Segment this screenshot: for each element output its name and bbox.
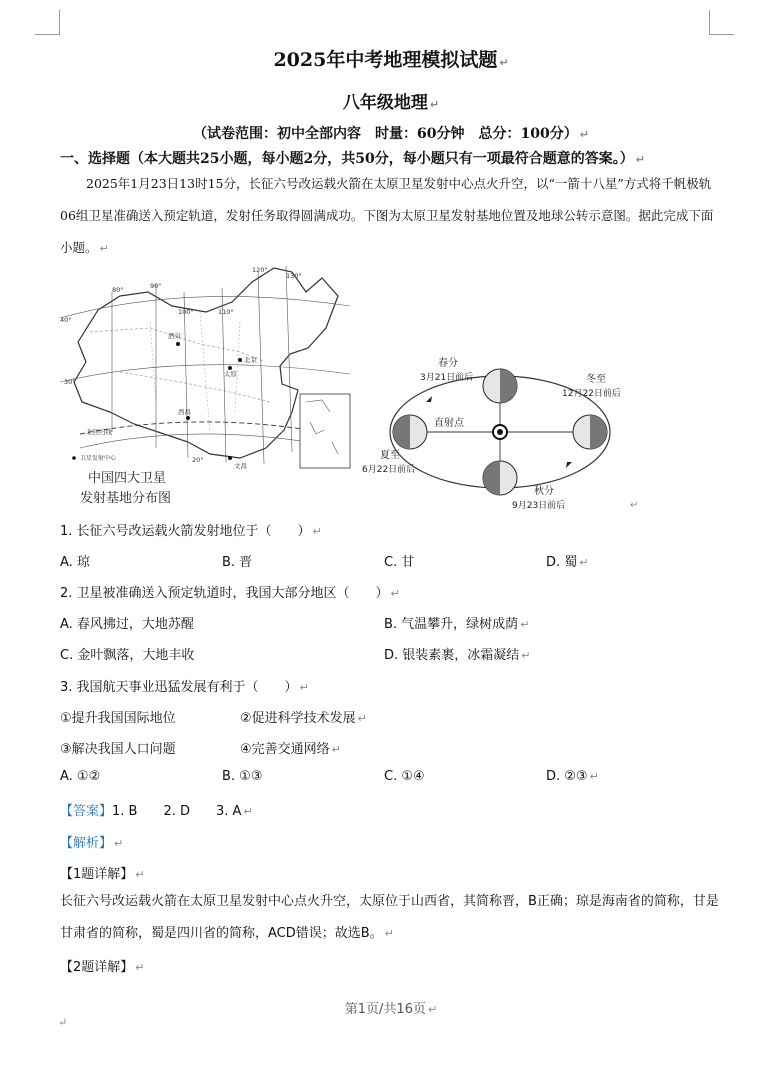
q3-statement-1: ①提升我国国际地位 — [60, 711, 176, 726]
exam-subtitle: 八年级地理 ↵ — [342, 93, 440, 113]
q3-option-c[interactable]: C. ①④ — [384, 769, 425, 784]
q3-statement-2: ②促进科学技术发展 ↵ — [240, 711, 367, 726]
q3-statement-3: ③解决我国人口问题 — [60, 742, 176, 757]
q1-detail-heading: 【1题详解】 ↵ — [60, 867, 145, 882]
orbit-diagram — [362, 356, 621, 511]
lat-label: 20° — [192, 456, 204, 464]
q1-option-a[interactable]: A. 琼 — [60, 555, 90, 570]
lat-label: 40° — [60, 316, 72, 324]
tropic-label: 北回归线 — [86, 428, 112, 436]
question-3-stem: 3. 我国航天事业迅猛发展有利于（ ） ↵ — [60, 680, 309, 695]
map-caption-line1: 中国四大卫星 — [88, 471, 167, 486]
lat-label: 30° — [64, 378, 76, 386]
q3-option-b[interactable]: B. ①③ — [222, 769, 263, 784]
q1-option-c[interactable]: C. 甘 — [384, 555, 415, 570]
summer-name: 夏至 — [380, 450, 400, 461]
q3-statement-4: ④完善交通网络 ↵ — [240, 742, 341, 757]
q1-option-d[interactable]: D. 蜀 ↵ — [546, 555, 589, 570]
south-china-sea-inset — [300, 394, 350, 468]
lon-label: 80° — [112, 286, 124, 294]
q2-detail-heading: 【2题详解】 ↵ — [60, 960, 145, 975]
city-taiyuan: 太原 — [224, 370, 237, 378]
winter-date: 12月22日前后 — [562, 389, 621, 399]
intro-paragraph: 2025年1月23日13时15分，长征六号改运载火箭在太原卫星发射中心点火升空，以“一箭十八星”方式将千帆极轨06组卫星准确送入预定轨道，发射任务取得圆满成功。下图为太原卫星发射基地位置及地球公转示意图。据此完成下面小题。 ↵ — [60, 176, 714, 255]
autumn-name: 秋分 — [534, 486, 554, 497]
crop-mark-top-right — [709, 10, 734, 35]
map-caption-line2: 发射基地分布图 — [80, 491, 172, 506]
answer-value: 1. B 2. D 3. A — [112, 804, 242, 819]
city-wenchang: 文昌 — [234, 462, 247, 470]
spring-name: 春分 — [438, 358, 458, 369]
lon-label: 100° — [178, 308, 194, 316]
subsolar-label: 直射点 — [434, 418, 464, 429]
city-beijing: 北京 — [244, 356, 257, 364]
map-legend: 卫星发射中心 — [80, 455, 117, 462]
q1-detail-text: 长征六号改运载火箭在太原卫星发射中心点火升空，太原位于山西省，其简称晋，B正确；琼是海南省的简称，甘是甘肃省的简称，蜀是四川省的简称，ACD错误；故选B。 ↵ — [60, 894, 719, 941]
autumn-date: 9月23日前后 — [512, 501, 566, 511]
section-heading: 一、选择题（本大题共25小题，每小题2分，共50分，每小题只有一项最符合题意的答案。） ↵ — [60, 151, 645, 167]
spring-date: 3月21日前后 — [420, 373, 474, 383]
question-1-stem: 1. 长征六号改运载火箭发射地位于（ ） ↵ — [60, 524, 322, 539]
q2-option-a[interactable]: A. 春风拂过，大地苏醒 — [60, 617, 194, 632]
svg-text:↵: ↵ — [630, 500, 639, 511]
q1-option-b[interactable]: B. 晋 — [222, 555, 253, 570]
crop-mark-top-left — [35, 10, 60, 35]
winter-name: 冬至 — [586, 374, 606, 385]
lon-label: 110° — [218, 308, 234, 316]
figure — [60, 262, 660, 514]
page-footer: 第1页/共16页 ↵ — [344, 1002, 438, 1017]
answer-label: 【答案】 — [60, 804, 113, 819]
summer-date: 6月22日前后 — [362, 465, 416, 475]
answer-line: 【答案】1. B 2. D 3. A ↵ — [60, 804, 253, 819]
q3-option-a[interactable]: A. ①② — [60, 769, 101, 784]
china-map — [60, 266, 350, 506]
q2-option-b[interactable]: B. 气温攀升，绿树成荫 ↵ — [384, 617, 530, 632]
city-jiuquan: 酒泉 — [168, 332, 181, 340]
exam-scope: （试卷范围：初中全部内容 时量：60分钟 总分：100分） ↵ — [193, 126, 589, 142]
q2-option-d[interactable]: D. 银装素裹，冰霜凝结 ↵ — [384, 648, 531, 663]
analysis-label: 【解析】 ↵ — [60, 836, 124, 851]
lon-label: 120° — [252, 266, 268, 274]
question-2-stem: 2. 卫星被准确送入预定轨道时，我国大部分地区（ ） ↵ — [60, 586, 400, 601]
lon-label: 90° — [150, 282, 162, 290]
q2-option-c[interactable]: C. 金叶飘落，大地丰收 — [60, 648, 195, 663]
lon-label: 130° — [286, 272, 302, 280]
city-xichang: 西昌 — [178, 408, 191, 416]
q3-option-d[interactable]: D. ②③ ↵ — [546, 769, 599, 784]
exam-title: 2025年中考地理模拟试题 ↵ — [273, 49, 509, 71]
